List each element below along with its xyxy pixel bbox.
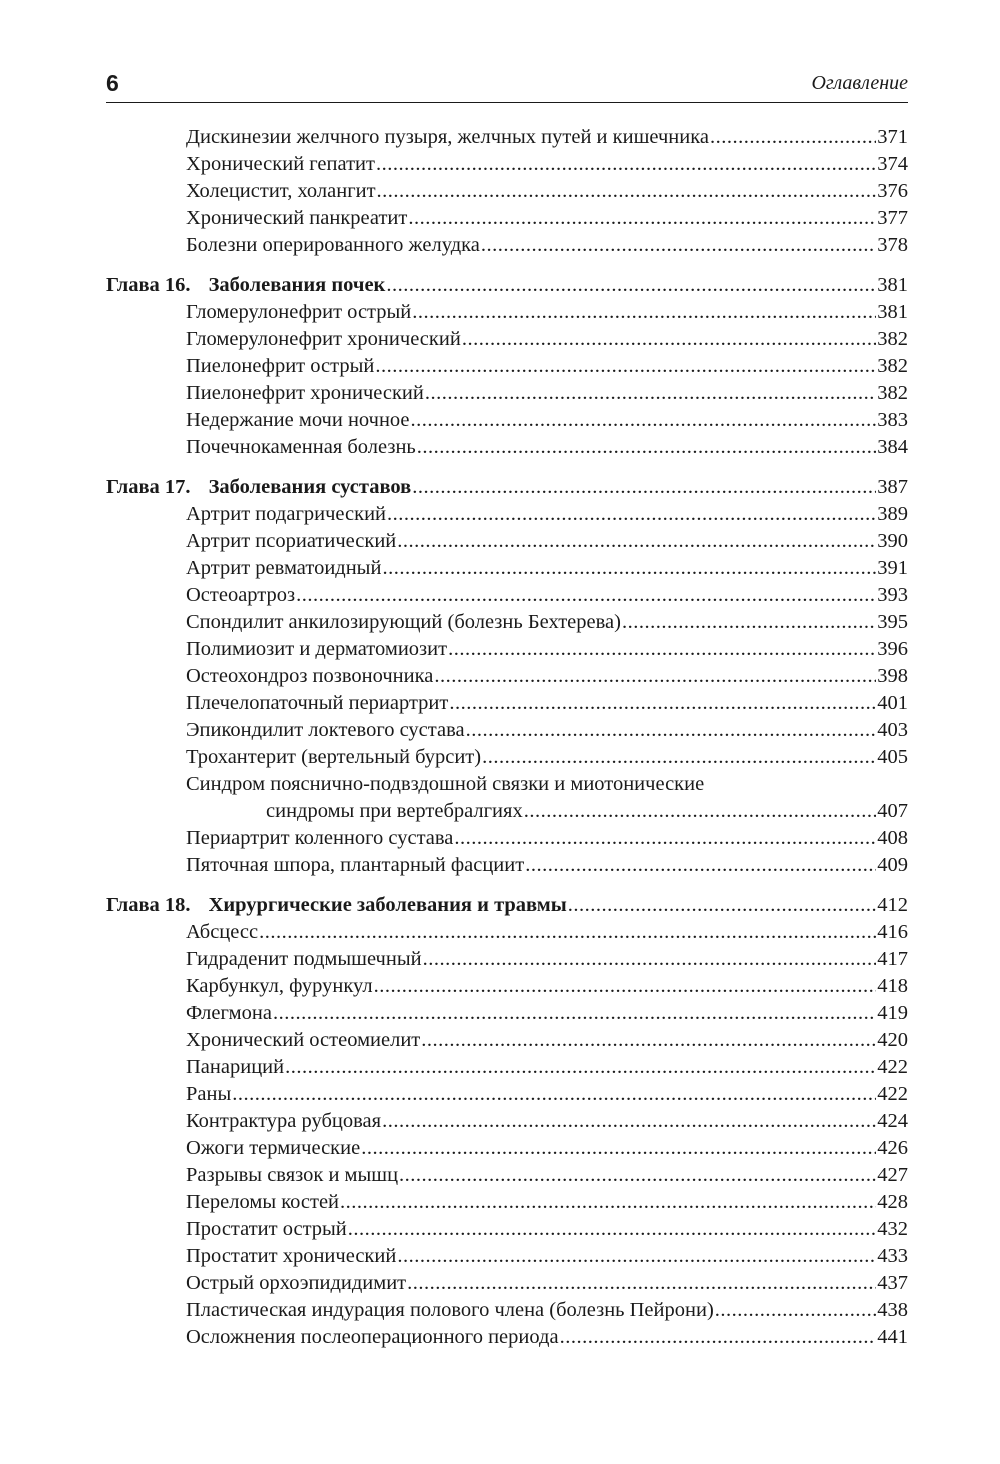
toc-chapter-17[interactable] [106, 474, 908, 501]
toc-entry[interactable] [106, 205, 908, 232]
toc-entry-title: Гидраденит подмышечный [186, 948, 422, 970]
toc-entry-title: Острый орхоэпидидимит [186, 1272, 407, 1294]
toc-entry[interactable] [106, 1297, 908, 1324]
dot-leader [273, 1000, 876, 1027]
toc-entry[interactable] [106, 663, 908, 690]
toc-entry-title: Гломерулонефрит хронический [186, 328, 461, 350]
table-of-contents [106, 124, 908, 1351]
toc-entry-page: 393 [877, 584, 908, 606]
toc-entry-page: 378 [877, 234, 908, 256]
toc-entry-title: Синдром пояснично-подвздошной связки и миотонические [186, 773, 705, 795]
toc-entry-page: 382 [877, 328, 908, 350]
toc-entry[interactable] [106, 178, 908, 205]
toc-entry-page: 427 [877, 1164, 908, 1186]
toc-entry-title: Пиелонефрит острый [186, 355, 375, 377]
dot-leader [710, 124, 876, 151]
toc-entry-title: Артрит псориатический [186, 530, 397, 552]
dot-leader [462, 326, 876, 353]
dot-leader [417, 434, 876, 461]
toc-entry[interactable] [106, 124, 908, 151]
toc-entry-title: Хронический гепатит [186, 153, 375, 175]
toc-entry-title: Абсцесс [186, 921, 259, 943]
toc-entry-title: Трохантерит (вертельный бурсит) [186, 746, 482, 768]
dot-leader [340, 1189, 876, 1216]
toc-entry-page: 424 [877, 1110, 908, 1132]
toc-entry-title: Гломерулонефрит острый [186, 301, 412, 323]
toc-entry[interactable] [106, 1108, 908, 1135]
dot-leader [448, 636, 876, 663]
dot-leader [296, 582, 876, 609]
toc-entry-title: Контрактура рубцовая [186, 1110, 382, 1132]
chapter-label: Глава 17. [106, 476, 191, 498]
toc-entry-wrapped-line[interactable] [106, 771, 908, 798]
toc-entry[interactable] [106, 299, 908, 326]
dot-leader [397, 1243, 876, 1270]
toc-entry-page: 428 [877, 1191, 908, 1213]
dot-leader [482, 744, 876, 771]
toc-chapter-18[interactable] [106, 892, 908, 919]
toc-entry-title: Плечелопаточный периартрит [186, 692, 449, 714]
toc-entry-title: Болезни оперированного желудка [186, 234, 480, 256]
toc-entry[interactable] [106, 919, 908, 946]
toc-entry-page: 396 [877, 638, 908, 660]
toc-entry-title: Артрит ревматоидный [186, 557, 382, 579]
dot-leader [382, 1108, 876, 1135]
toc-entry-page: 371 [877, 126, 908, 148]
dot-leader [408, 205, 876, 232]
toc-entry-title: Переломы костей [186, 1191, 340, 1213]
toc-entry-page: 403 [877, 719, 908, 741]
toc-entry[interactable] [106, 1324, 908, 1351]
toc-entry[interactable] [106, 609, 908, 636]
dot-leader [407, 1270, 876, 1297]
toc-entry-page: 419 [877, 1002, 908, 1024]
toc-entry-title: Эпикондилит локтевого сустава [186, 719, 465, 741]
toc-entry-title: Пластическая индурация полового члена (болезнь Пейрони) [186, 1299, 714, 1321]
dot-leader [386, 272, 876, 299]
dot-leader [361, 1135, 876, 1162]
chapter-label: Глава 16. [106, 274, 191, 296]
toc-entry-title: Простатит хронический [186, 1245, 397, 1267]
toc-entry-page: 420 [877, 1029, 908, 1051]
toc-entry-title: Пяточная шпора, плантарный фасциит [186, 854, 525, 876]
toc-entry[interactable] [106, 1243, 908, 1270]
toc-entry[interactable] [106, 744, 908, 771]
toc-entry[interactable] [106, 852, 908, 879]
toc-entry-page: 437 [877, 1272, 908, 1294]
toc-entry[interactable] [106, 1054, 908, 1081]
chapter-title: Хирургические заболевания и травмы [208, 894, 567, 916]
page-number: 6 [106, 70, 119, 96]
chapter-title: Заболевания почек [208, 274, 386, 296]
toc-entry-page: 441 [877, 1326, 908, 1348]
toc-entry-page: 422 [877, 1056, 908, 1078]
toc-entry-title: Холецистит, холангит [186, 180, 376, 202]
toc-entry-page: 389 [877, 503, 908, 525]
dot-leader [348, 1216, 876, 1243]
toc-entry[interactable] [106, 1270, 908, 1297]
chapter-page: 387 [877, 476, 908, 498]
toc-entry[interactable] [106, 1000, 908, 1027]
dot-leader [375, 353, 876, 380]
toc-entry-title: Остеоартроз [186, 584, 296, 606]
toc-entry[interactable] [106, 973, 908, 1000]
dot-leader [399, 1162, 876, 1189]
toc-entry-title: Раны [186, 1083, 232, 1105]
toc-entry-page: 377 [877, 207, 908, 229]
dot-leader [387, 501, 876, 528]
toc-entry-title: Карбункул, фурункул [186, 975, 373, 997]
chapter-page: 381 [877, 274, 908, 296]
toc-entry[interactable] [106, 1027, 908, 1054]
toc-entry-title: Простатит острый [186, 1218, 347, 1240]
page-header [106, 68, 908, 103]
toc-entry[interactable] [106, 1081, 908, 1108]
toc-entry[interactable] [106, 717, 908, 744]
toc-entry[interactable] [106, 1162, 908, 1189]
dot-leader [232, 1081, 876, 1108]
toc-entry[interactable] [106, 407, 908, 434]
dot-leader [715, 1297, 876, 1324]
toc-entry-title: Разрывы связок и мышц [186, 1164, 399, 1186]
toc-entry-title: Артрит подагрический [186, 503, 387, 525]
toc-entry[interactable] [106, 528, 908, 555]
dot-leader [622, 609, 876, 636]
toc-entry-page: 408 [877, 827, 908, 849]
dot-leader [525, 852, 876, 879]
dot-leader [259, 919, 876, 946]
dot-leader [411, 407, 877, 434]
dot-leader [376, 151, 876, 178]
toc-entry-title-continued: синдромы при вертебралгиях [266, 800, 523, 822]
chapter-title: Заболевания суставов [208, 476, 412, 498]
toc-entry[interactable] [106, 326, 908, 353]
toc-entry-title: Дискинезии желчного пузыря, желчных путей и кишечника [186, 126, 709, 148]
toc-entry-page: 383 [877, 409, 908, 431]
toc-entry[interactable] [106, 636, 908, 663]
chapter-page: 412 [877, 894, 908, 916]
toc-entry[interactable] [106, 1135, 908, 1162]
dot-leader [377, 178, 877, 205]
toc-entry-page: 407 [877, 800, 908, 822]
toc-entry-page: 401 [877, 692, 908, 714]
toc-entry-title: Хронический панкреатит [186, 207, 408, 229]
running-title: Оглавление [811, 72, 908, 94]
dot-leader [454, 825, 876, 852]
toc-entry-page: 390 [877, 530, 908, 552]
toc-entry-page: 384 [877, 436, 908, 458]
toc-entry[interactable] [106, 555, 908, 582]
toc-entry-page: 426 [877, 1137, 908, 1159]
dot-leader [568, 892, 877, 919]
dot-leader [481, 232, 876, 259]
dot-leader [382, 555, 876, 582]
dot-leader [423, 946, 877, 973]
toc-entry-title: Осложнения послеоперационного периода [186, 1326, 559, 1348]
toc-entry-page: 382 [877, 382, 908, 404]
toc-entry-page: 438 [877, 1299, 908, 1321]
toc-entry[interactable] [106, 946, 908, 973]
toc-entry[interactable] [106, 380, 908, 407]
toc-entry-page: 382 [877, 355, 908, 377]
dot-leader [412, 474, 876, 501]
toc-entry-page: 432 [877, 1218, 908, 1240]
toc-chapter-16[interactable] [106, 272, 908, 299]
toc-entry[interactable] [106, 825, 908, 852]
dot-leader [374, 973, 877, 1000]
toc-entry-page: 433 [877, 1245, 908, 1267]
dot-leader [285, 1054, 876, 1081]
toc-entry[interactable] [106, 1216, 908, 1243]
toc-entry-title: Панариций [186, 1056, 285, 1078]
toc-entry-title: Ожоги термические [186, 1137, 361, 1159]
toc-entry[interactable] [106, 690, 908, 717]
dot-leader [425, 380, 876, 407]
dot-leader [434, 663, 876, 690]
toc-entry-page: 409 [877, 854, 908, 876]
dot-leader [524, 798, 877, 825]
toc-entry-page: 417 [877, 948, 908, 970]
toc-entry-title: Периартрит коленного сустава [186, 827, 454, 849]
toc-entry-page: 418 [877, 975, 908, 997]
toc-entry-page: 422 [877, 1083, 908, 1105]
toc-entry-title: Пиелонефрит хронический [186, 382, 424, 404]
toc-entry-page: 398 [877, 665, 908, 687]
dot-leader [560, 1324, 877, 1351]
toc-entry[interactable] [106, 151, 908, 178]
toc-entry[interactable] [106, 232, 908, 259]
dot-leader [412, 299, 876, 326]
toc-entry[interactable] [106, 798, 908, 825]
toc-entry[interactable] [106, 353, 908, 380]
toc-entry-title: Флегмона [186, 1002, 272, 1024]
dot-leader [397, 528, 876, 555]
dot-leader [449, 690, 876, 717]
toc-entry-title: Хронический остеомиелит [186, 1029, 421, 1051]
toc-entry-page: 395 [877, 611, 908, 633]
toc-entry-title: Почечнокаменная болезнь [186, 436, 416, 458]
toc-entry-title: Полимиозит и дерматомиозит [186, 638, 448, 660]
toc-entry-page: 374 [877, 153, 908, 175]
toc-entry[interactable] [106, 1189, 908, 1216]
dot-leader [421, 1027, 876, 1054]
toc-entry[interactable] [106, 434, 908, 461]
toc-entry-title: Спондилит анкилозирующий (болезнь Бехтерева) [186, 611, 621, 633]
toc-entry-page: 405 [877, 746, 908, 768]
dot-leader [466, 717, 877, 744]
toc-entry[interactable] [106, 582, 908, 609]
toc-entry-page: 416 [877, 921, 908, 943]
toc-entry[interactable] [106, 501, 908, 528]
toc-entry-title: Недержание мочи ночное [186, 409, 410, 431]
toc-entry-page: 391 [877, 557, 908, 579]
toc-entry-page: 376 [877, 180, 908, 202]
toc-entry-page: 381 [877, 301, 908, 323]
chapter-label: Глава 18. [106, 894, 191, 916]
toc-entry-title: Остеохондроз позвоночника [186, 665, 434, 687]
